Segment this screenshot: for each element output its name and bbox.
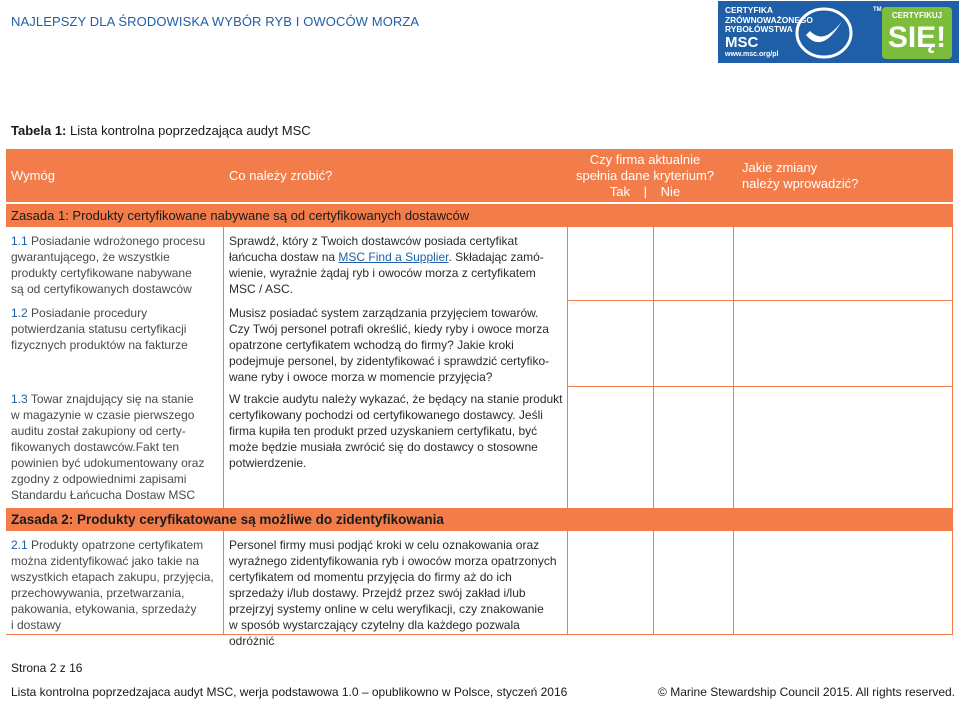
column-divider — [567, 531, 568, 635]
rule-2-heading: Zasada 2: Produkty ceryfikatowane są możliwe do zidentyfikowania — [6, 508, 953, 531]
todo-1-1: Sprawdź, który z Twoich dostawców posiada certyfikat łańcucha dostaw na MSC Find a Supplier. Składając zamó- wienie, wyraźnie żądaj ryb i owoców morza z certyfikatem MSC / ASC. — [229, 234, 544, 296]
rule-1-heading: Zasada 1: Produkty certyfikowane nabywane są od certyfikowanych dostawców — [6, 204, 953, 227]
todo-2-1: Personel firmy musi podjąć kroki w celu oznakowania oraz wyraźnego zidentyfikowania ryb i owoców morza opatrzonych certyfikatem od momentu przyjęcia do firmy aż do ich sprzedaży i/lub dostawy. Przejdź przez swój zakład i/lub przejrzyj systemy online w celu weryfikacji, czy znakowanie w sposób wystarczający czytelny dla każdego pozwala odróżnić — [229, 538, 557, 648]
requirement-1-1: 1.1 Posiadanie wdrożonego procesu gwarantującego, że wszystkie produkty certyfikowane nabywane są od certyfikowanych dostawców — [11, 234, 206, 296]
row-divider — [567, 386, 953, 387]
msc-logo — [718, 1, 959, 63]
column-divider — [952, 531, 953, 635]
header-yes: Tak — [609, 184, 631, 199]
row-divider — [567, 300, 953, 301]
column-divider — [733, 531, 734, 635]
column-divider — [952, 227, 953, 508]
certify-sign: CERTYFIKUJ SIĘ! — [882, 7, 952, 59]
logo-brand: MSC — [725, 34, 759, 51]
msc-find-supplier-link[interactable]: MSC Find a Supplier — [338, 250, 449, 264]
trademark-mark: TM — [873, 7, 882, 13]
page-number: Strona 2 z 16 — [11, 661, 83, 675]
header-changes: Jakie zmiany należy wprowadzić? — [742, 160, 859, 191]
table-caption — [11, 123, 311, 138]
column-divider — [653, 531, 654, 635]
requirement-number: 1.1 — [11, 234, 28, 248]
requirement-number: 1.3 — [11, 392, 28, 406]
requirement-number: 2.1 — [11, 538, 28, 552]
page-header-title: NAJLEPSZY DLA ŚRODOWISKA WYBÓR RYB I OWOCÓW MORZA — [11, 14, 420, 29]
fish-tick-icon — [794, 7, 854, 59]
requirement-1-3: 1.3 Towar znajdujący się na stanie w magazynie w czasie pierwszego auditu został zakupiony od certy- fikowanych dostawców.Fakt ten powinien być udokumentowany oraz zgodny z odpowiednimi zapisami Standardu Łańcucha Dostaw MSC — [11, 392, 205, 502]
column-divider — [223, 531, 224, 635]
column-divider — [223, 227, 224, 508]
requirement-number: 1.2 — [11, 306, 28, 320]
header-separator: | — [643, 184, 648, 199]
requirement-1-2: 1.2 Posiadanie procedury potwierdzania statusu certyfikacji fizycznych produktów na fakturze — [11, 306, 188, 352]
table-caption-label: Tabela 1: — [11, 123, 67, 138]
column-divider — [733, 227, 734, 508]
todo-1-2: Musisz posiadać system zarządzania przyjęciem towarów. Czy Twój personel potrafi określić, kiedy ryby i owoce morza opatrzone certyfikatem wchodzą do firmy? Jakie kroki podejmuje personel, by zidentyfikować i sprawdzić certyfiko- wane ryby i owoce morza w momencie przyjęcia? — [229, 306, 550, 384]
header-meets-criterion: Czy firma aktualnie spełnia dane kryterium? Tak | Nie — [575, 152, 715, 199]
table-caption-text: Lista kontrolna poprzedzająca audyt MSC — [70, 123, 311, 138]
column-divider — [653, 227, 654, 508]
requirement-2-1: 2.1 Produkty opatrzone certyfikatem można zidentyfikować jako takie na wszystkich etapach zakupu, przyjęcia, przechowywania, przetwarzania, pakowania, etykowania, sprzedaży i dostawy — [11, 538, 214, 632]
column-divider — [567, 227, 568, 508]
footer-copyright: © Marine Stewardship Council 2015. All rights reserved. — [658, 685, 955, 699]
header-todo: Co należy zrobić? — [229, 168, 333, 183]
logo-cert-text: CERTYFIKA ZRÓWNOWAŻONEGO RYBOŁÓWSTWA — [725, 5, 813, 34]
todo-1-3: W trakcie audytu należy wykazać, że będący na stanie produkt certyfikowany pochodzi od certyfikowanego dostawcy. Jeśli firma kupiła ten produkt przed uzyskaniem certyfikatu, być może będzie musiała zwrócić się do dostawcy o stosowne potwierdzenie. — [229, 392, 563, 470]
footer-document-info: Lista kontrolna poprzedzajaca audyt MSC, werja podstawowa 1.0 – opublikowno w Polsce, styczeń 2016 — [11, 685, 568, 699]
header-no: Nie — [660, 184, 681, 199]
header-requirement: Wymóg — [11, 168, 55, 183]
logo-url: www.msc.org/pl — [725, 51, 779, 58]
